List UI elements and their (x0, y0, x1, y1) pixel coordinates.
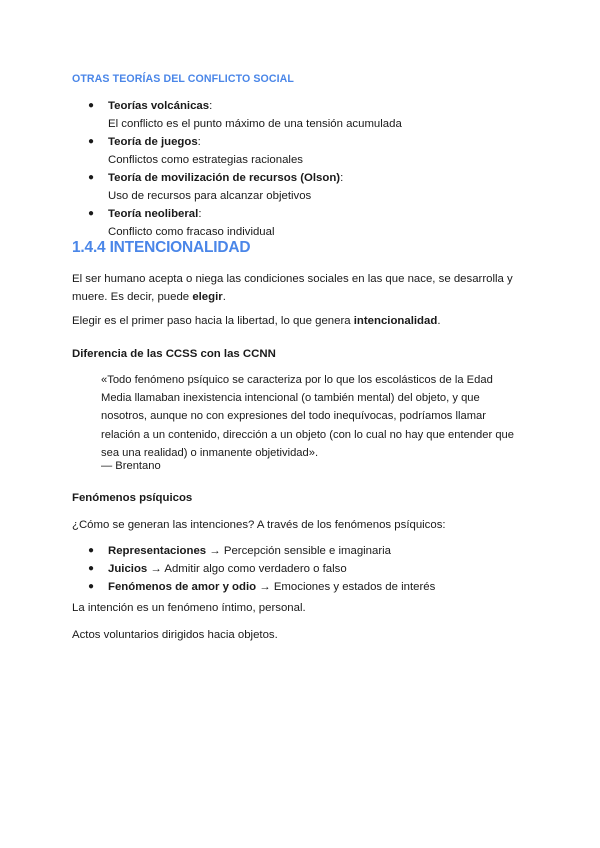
subheading-fenomenos: Fenómenos psíquicos (72, 492, 193, 504)
bullet-icon: ● (88, 172, 95, 183)
question-text: ¿Cómo se generan las intenciones? A través de los fenómenos psíquicos: (72, 519, 446, 531)
brentano-quote: «Todo fenómeno psíquico se caracteriza por lo que los escolásticos de la Edad Media llamaban inexistencia intencional (o también mental) del objeto, y que nosotros, aunque no con expresiones del todo inequívocas, podríamos llamar relación a un contenido, dirección a un objeto (con lo cual no hay que entender que sea una realidad) o inmanente objetividad». (101, 374, 514, 459)
section-heading: 1.4.4 INTENCIONALIDAD (72, 239, 251, 256)
section-title: OTRAS TEORÍAS DEL CONFLICTO SOCIAL (72, 73, 294, 85)
list-item: ● Teoría de juegos: Conflictos como estrategias racionales (72, 133, 402, 169)
bullet-icon: ● (88, 208, 95, 219)
list-item: ● Juicios → Admitir algo como verdadero o falso (72, 560, 435, 578)
phenomena-list (72, 542, 435, 596)
bullet-icon: ● (88, 581, 95, 592)
list-item: ● Teorías volcánicas: El conflicto es el punto máximo de una tensión acumulada (72, 97, 402, 133)
quote-author: — Brentano (101, 460, 161, 472)
list-item: ● Fenómenos de amor y odio → Emociones y estados de interés (72, 578, 435, 596)
paragraph-intencionalidad: Elegir es el primer paso hacia la libertad, lo que genera intencionalidad. (72, 315, 441, 327)
paragraph-actos: Actos voluntarios dirigidos hacia objetos. (72, 629, 278, 641)
bullet-icon: ● (88, 545, 95, 556)
bullet-icon: ● (88, 100, 95, 111)
list-item: ● Representaciones → Percepción sensible e imaginaria (72, 542, 435, 560)
paragraph-elegir: El ser humano acepta o niega las condiciones sociales en las que nace, se desarrolla y muere. Es decir, puede elegir. (72, 273, 513, 303)
subheading-ccss: Diferencia de las CCSS con las CCNN (72, 348, 276, 360)
paragraph-intencion: La intención es un fenómeno íntimo, personal. (72, 602, 306, 614)
bullet-icon: ● (88, 563, 95, 574)
list-item: ● Teoría de movilización de recursos (Olson): Uso de recursos para alcanzar objetivos (72, 169, 402, 205)
theories-list (72, 97, 402, 241)
list-item: ● Teoría neoliberal: Conflicto como fracaso individual (72, 205, 402, 241)
bullet-icon: ● (88, 136, 95, 147)
